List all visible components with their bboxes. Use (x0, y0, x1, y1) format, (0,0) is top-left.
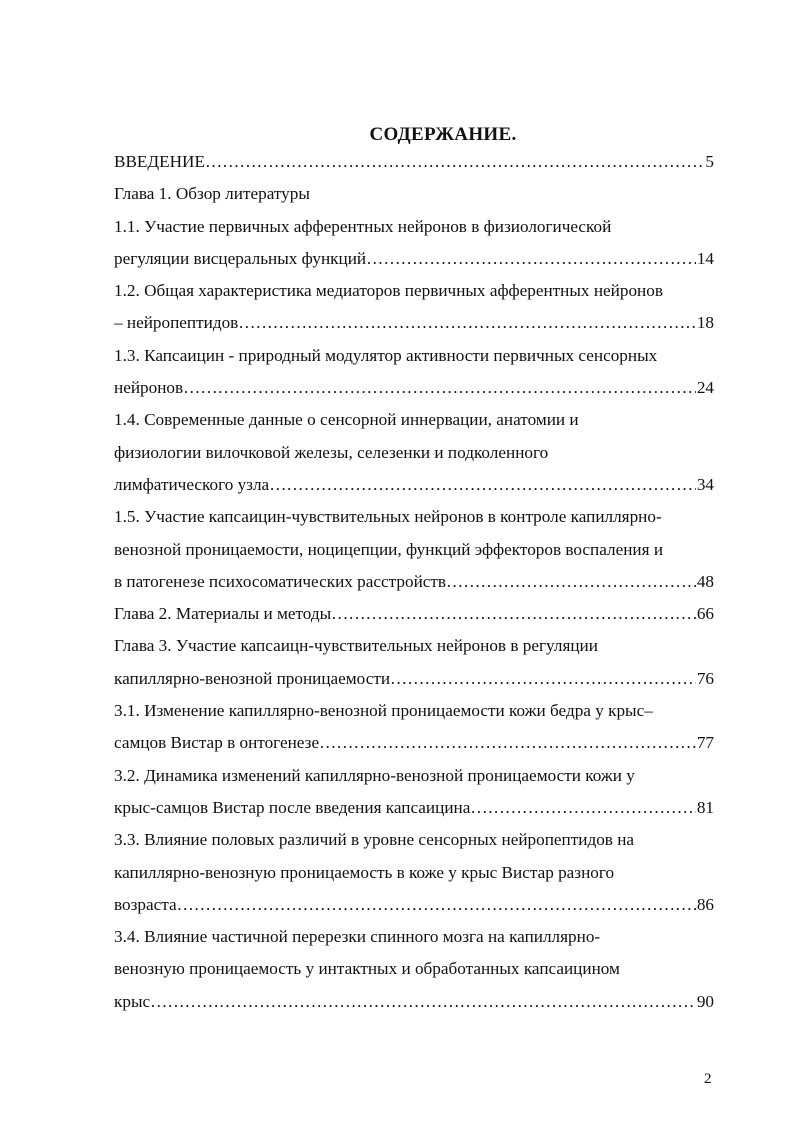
dot-leader (390, 663, 696, 695)
toc-entry-text: венозную проницаемость у интактных и обработанных капсаицином (114, 959, 620, 979)
toc-line (114, 501, 714, 533)
toc-entry-text: лимфатического узла (114, 474, 270, 494)
toc-entry-text: – нейропептидов (114, 313, 239, 333)
toc-entry-text: крыс-самцов Вистар после введения капсаицина (114, 797, 471, 817)
toc-entry-page: 81 (696, 797, 714, 817)
toc-line (114, 889, 714, 921)
toc-entry-text: 1.2. Общая характеристика медиаторов первичных афферентных нейронов (114, 281, 663, 301)
toc-line (114, 824, 714, 856)
dot-leader (331, 598, 696, 630)
toc-line (114, 275, 714, 307)
toc-entry-page: 76 (696, 668, 714, 688)
toc-line (114, 243, 714, 275)
toc-line (114, 663, 714, 695)
toc-entry-text: ВВЕДЕНИЕ (114, 152, 205, 171)
toc-entry-text: нейронов (114, 378, 184, 398)
dot-leader (319, 727, 696, 759)
toc-entry-page: 48 (696, 571, 714, 591)
toc-entry-text: 1.4. Современные данные о сенсорной иннервации, анатомии и (114, 410, 579, 430)
toc-entry-text: 1.1. Участие первичных афферентных нейронов в физиологической (114, 216, 612, 236)
toc-line (114, 437, 714, 469)
dot-leader (446, 566, 696, 598)
toc-entry-text: капиллярно-венозной проницаемости (114, 668, 391, 688)
toc-line (114, 404, 714, 436)
toc-line (114, 340, 714, 372)
toc-line (114, 598, 714, 630)
toc-line (114, 986, 714, 1018)
toc-line (114, 469, 714, 501)
toc-entry-text: 3.4. Влияние частичной перерезки спинного мозга на капиллярно- (114, 927, 601, 947)
toc-entry-page: 90 (696, 991, 714, 1011)
dot-leader (366, 243, 696, 275)
toc-line (114, 211, 714, 243)
toc-entry-text: 3.3. Влияние половых различий в уровне сенсорных нейропептидов на (114, 830, 635, 850)
toc-line (114, 921, 714, 953)
toc-line (114, 630, 714, 662)
toc-entry-text: в патогенезе психосоматических расстройств (114, 571, 447, 591)
toc-entry-text: Глава 1. Обзор литературы (114, 184, 310, 204)
toc-entry-text: 3.1. Изменение капиллярно-венозной проницаемости кожи бедра у крыс– (114, 701, 653, 721)
toc-entry-text: возраста (114, 894, 177, 914)
toc-line (114, 953, 714, 985)
dot-leader (205, 146, 704, 178)
toc-line (114, 760, 714, 792)
toc-entry-page: 14 (696, 248, 714, 268)
toc-line (114, 307, 714, 339)
dot-leader (150, 986, 696, 1018)
toc-line (114, 695, 714, 727)
table-of-contents (114, 146, 714, 1018)
toc-line (114, 727, 714, 759)
dot-leader (269, 469, 696, 501)
toc-entry-text: физиологии вилочковой железы, селезенки и подколенного (114, 442, 549, 462)
dot-leader (183, 372, 696, 404)
toc-line (114, 146, 714, 178)
dot-leader (470, 792, 695, 824)
toc-entry-text: регуляции висцеральных функций (114, 248, 367, 268)
toc-entry-text: венозной проницаемости, ноцицепции, функций эффекторов воспаления и (114, 539, 664, 559)
toc-entry-page: 5 (705, 152, 714, 171)
toc-entry-text: Глава 2. Материалы и методы (114, 604, 332, 624)
toc-entry-text: крыс (114, 991, 151, 1011)
dot-leader (177, 889, 696, 921)
toc-line (114, 372, 714, 404)
dot-leader (238, 307, 696, 339)
toc-entry-text: 1.3. Капсаицин - природный модулятор активности первичных сенсорных (114, 345, 658, 365)
toc-entry-text: самцов Вистар в онтогенезе (114, 733, 320, 753)
toc-entry-text: 1.5. Участие капсаицин-чувствительных нейронов в контроле капиллярно- (114, 507, 662, 527)
toc-entry-page: 24 (696, 378, 714, 398)
page-title: СОДЕРЖАНИЕ. (369, 124, 517, 145)
toc-entry-text: 3.2. Динамика изменений капиллярно-венозной проницаемости кожи у (114, 765, 635, 785)
toc-entry-page: 18 (696, 313, 714, 333)
toc-line (114, 534, 714, 566)
toc-entry-page: 86 (696, 894, 714, 914)
page-number: 2 (704, 1071, 712, 1087)
toc-line (114, 792, 714, 824)
toc-entry-text: Глава 3. Участие капсаицн-чувствительных нейронов в регуляции (114, 636, 598, 656)
toc-line (114, 178, 714, 210)
toc-line (114, 857, 714, 889)
toc-entry-text: капиллярно-венозную проницаемость в коже у крыс Вистар разного (114, 862, 615, 882)
toc-entry-page: 34 (696, 474, 714, 494)
toc-entry-page: 66 (696, 604, 714, 624)
toc-entry-page: 77 (696, 733, 714, 753)
toc-line (114, 566, 714, 598)
